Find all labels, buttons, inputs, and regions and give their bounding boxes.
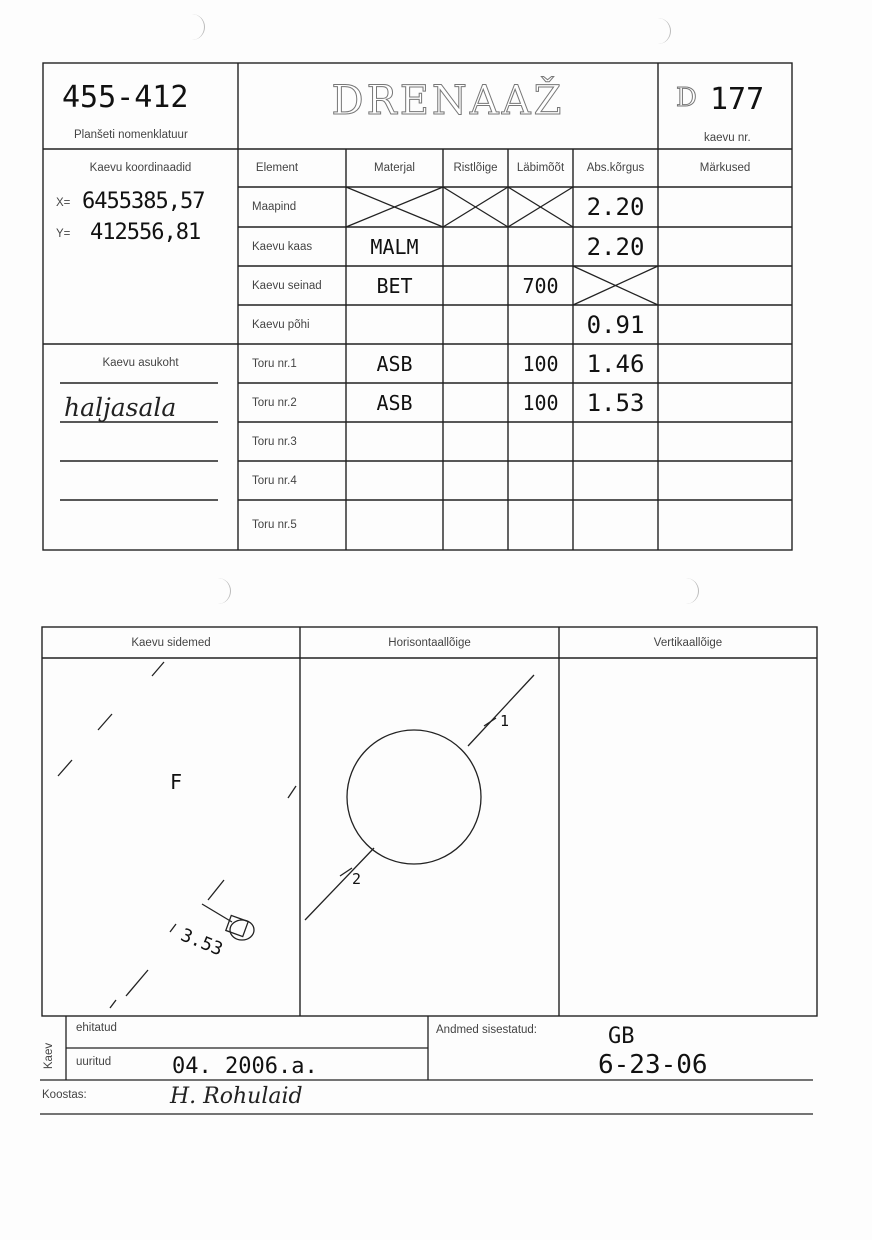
column-header: Läbimõõt [516, 162, 565, 174]
ties-sketch [58, 662, 296, 1008]
column-header: Märkused [699, 162, 751, 174]
pipe-2-label: 2 [352, 870, 362, 888]
table-row-label: Toru nr.1 [252, 357, 297, 370]
ties-label: Kaevu sidemed [131, 637, 211, 649]
height-cell: 0.91 [586, 310, 645, 339]
material-cell: ASB [376, 390, 413, 415]
table-row-label: Toru nr.5 [252, 519, 297, 531]
table-row-label: Toru nr.2 [252, 396, 297, 409]
uuritud-value: 04. 2006.a. [172, 1054, 318, 1079]
ehitatud-label: ehitatud [76, 1022, 117, 1034]
column-header: Ristlõige [453, 162, 498, 174]
table-row-label: Toru nr.4 [252, 474, 297, 487]
page-title: DRENAAŽ [331, 78, 565, 124]
height-cell: 2.20 [586, 193, 645, 221]
height-cell: 1.46 [586, 349, 645, 378]
x-coordinate: 6455385,57 [82, 189, 205, 214]
location-label: Kaevu asukoht [102, 357, 179, 369]
material-cell: MALM [370, 234, 419, 259]
column-header: Element [255, 162, 299, 174]
y-coordinate: 412556,81 [90, 220, 201, 245]
table-row-label: Kaevu põhi [252, 318, 310, 331]
ties-distance: 3.53 [177, 924, 226, 961]
material-cell: BET [376, 273, 413, 298]
diameter-cell: 100 [522, 390, 559, 415]
pipe-1-label: 1 [500, 712, 510, 730]
diameter-cell: 700 [522, 273, 559, 298]
y-label: Y= [56, 228, 71, 240]
vertical-label: Vertikaallõige [653, 637, 723, 649]
kaev-label: Kaev [43, 1042, 56, 1070]
ties-f-label: F [170, 770, 183, 794]
well-label: kaevu nr. [704, 132, 751, 144]
andmed-label: Andmed sisestatud: [436, 1024, 538, 1036]
koostas-value: H. Rohulaid [170, 1084, 303, 1109]
x-label: X= [56, 197, 71, 209]
table-row-label: Kaevu kaas [252, 240, 313, 253]
height-cell: 2.20 [586, 232, 645, 261]
horizontal-label: Horisontaallõige [388, 637, 471, 649]
table-row-label: Maapind [252, 201, 297, 213]
koostas-label: Koostas: [42, 1089, 87, 1101]
table-row-label: Kaevu seinad [252, 279, 322, 292]
coordinates-label: Kaevu koordinaadid [89, 162, 192, 174]
location-value: haljasala [64, 393, 177, 422]
table-row-label: Toru nr.3 [252, 435, 297, 448]
column-header: Abs.kõrgus [586, 162, 645, 174]
sheet-number: 455-412 [62, 80, 189, 115]
material-cell: ASB [376, 351, 413, 376]
uuritud-label: uuritud [76, 1056, 112, 1068]
andmed-date: 6-23-06 [598, 1050, 708, 1080]
well-number: 177 [710, 82, 765, 117]
well-prefix: D [676, 83, 697, 113]
diameter-cell: 100 [522, 351, 559, 376]
height-cell: 1.53 [586, 388, 645, 417]
andmed-initials: GB [608, 1024, 635, 1049]
column-header: Materjal [374, 162, 415, 174]
sheet-label: Planšeti nomenklatuur [74, 129, 188, 141]
sketch-grid [0, 600, 872, 1040]
